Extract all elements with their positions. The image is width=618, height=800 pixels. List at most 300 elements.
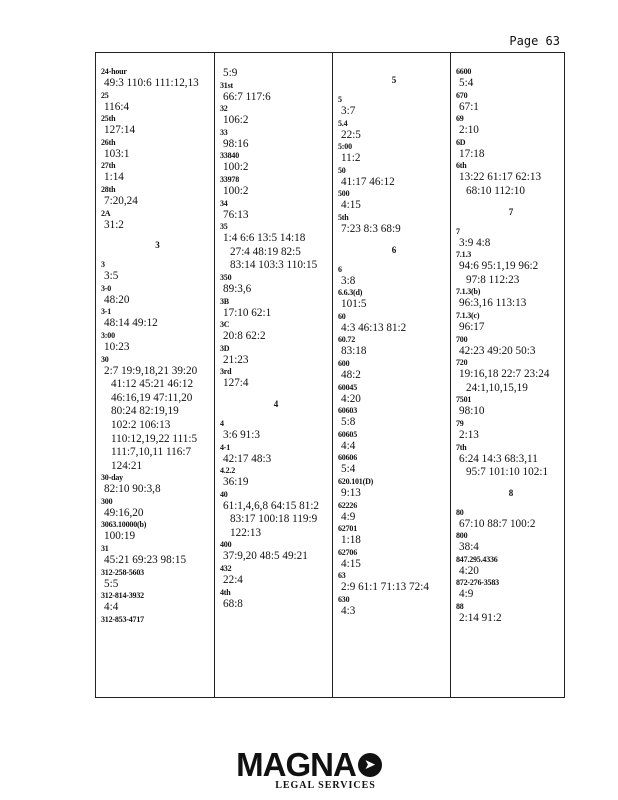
page-line-references [456,453,566,480]
reference-line: 3:6 91:3 [223,428,260,441]
reference-line: 22:4 [223,574,243,587]
reference-line: 36:19 [223,476,249,489]
page-line-references [338,416,450,430]
page-line-references [456,237,566,251]
reference-line: 49:16,20 [104,506,144,519]
index-term: 2A [101,208,111,218]
index-term: 620.101(D) [338,476,374,486]
reference-line: 4:20 [341,392,361,405]
index-term: 80 [456,507,464,517]
index-entry [220,490,332,541]
index-term: 300 [101,496,113,506]
index-entry [456,250,566,287]
reference-line: 95:7 101:10 102:1 [466,466,549,479]
page-line-references [338,369,450,383]
index-term: 800 [456,531,468,541]
page-line-references [338,129,450,143]
reference-line: 100:19 [104,530,136,543]
reference-line: 68:8 [223,597,243,610]
reference-line: 97:8 112:23 [466,273,520,286]
reference-line: 13:22 61:17 62:13 [459,171,542,184]
index-entry [456,91,566,115]
index-term: 40 [220,489,228,499]
index-term: 3-1 [101,307,112,317]
page-line-references [101,270,214,284]
index-entry [220,199,332,223]
page-line-references [456,345,566,359]
reference-line: 4:4 [341,439,356,452]
reference-line: 48:20 [104,293,130,306]
page-line-references [220,114,332,128]
index-entry [338,335,450,359]
page-line-references [101,124,214,138]
page-line-references [220,138,332,152]
reference-line: 124:21 [111,459,143,472]
reference-line: 21:23 [223,353,249,366]
index-term: 69 [456,114,464,124]
index-entry [338,359,450,383]
index-term: 7 [456,226,460,236]
index-term: 3C [220,320,230,330]
index-entry [456,311,566,335]
index-term: 34 [220,198,228,208]
reference-line: 122:13 [230,526,262,539]
page-line-references [220,67,332,81]
reference-line: 94:6 95:1,19 96:2 [459,260,539,273]
index-term: 7.1.3(c) [456,310,480,320]
page-line-references [456,101,566,115]
page-line-references [338,199,450,213]
reference-line: 41:17 46:12 [341,175,395,188]
page-line-references [338,298,450,312]
index-entry [220,344,332,368]
page-line-references [456,77,566,91]
page-line-references [220,307,332,321]
page-line-references [220,500,332,541]
reference-line: 1:14 [104,171,124,184]
reference-line: 3:5 [104,270,119,283]
page-line-references [220,330,332,344]
index-entry [338,524,450,548]
page-line-references [456,518,566,532]
index-term: 4-1 [220,442,231,452]
index-entry [220,104,332,128]
reference-line: 4:3 46:13 81:2 [341,321,407,334]
index-entry [338,265,450,289]
index-entry [220,151,332,175]
reference-line: 2:7 19:9,18,21 39:20 [104,364,198,377]
index-entry [456,161,566,198]
reference-line: 20:8 62:2 [223,330,266,343]
index-entry [338,119,450,143]
index-entry [220,67,332,81]
reference-line: 4:15 [341,199,361,212]
reference-line: 1:18 [341,534,361,547]
index-term: 7.1.3 [456,250,472,260]
index-entry [220,222,332,273]
index-term: 6 [338,264,342,274]
index-entry [456,227,566,251]
index-term: 3-0 [101,283,112,293]
page-line-references [101,365,214,474]
logo-subtitle: LEGAL SERVICES [275,780,376,791]
index-term: 60606 [338,453,358,463]
section-letter-heading: 4 [273,398,279,409]
index-term: 5:00 [338,142,352,152]
index-term: 30-day [101,473,123,483]
index-term: 630 [338,594,350,604]
page-line-references [338,558,450,572]
reference-line: 42:17 48:3 [223,452,272,465]
index-entry [101,185,214,209]
index-term: 6th [456,161,467,171]
index-term: 312-814-3932 [101,591,144,601]
index-entry [456,138,566,162]
index-term: 350 [220,272,232,282]
index-term: 33840 [220,151,240,161]
index-entry [220,588,332,612]
index-column-3 [332,53,450,697]
index-entry [338,312,450,336]
reference-line: 110:12,19,22 111:5 [111,432,198,445]
index-term: 5th [338,212,349,222]
index-entry [338,501,450,525]
index-term: 88 [456,602,464,612]
page-line-references [338,487,450,501]
reference-line: 3:8 [341,274,356,287]
page-line-references [101,341,214,355]
index-term: 700 [456,334,468,344]
page-line-references [456,565,566,579]
page-line-references [338,105,450,119]
reference-line: 42:23 49:20 50:3 [459,344,536,357]
reference-line: 3:9 4:8 [459,236,491,249]
index-entry [338,189,450,213]
page-line-references [338,534,450,548]
page-line-references [456,541,566,555]
magna-logo [236,748,382,791]
index-term: 50 [338,165,346,175]
index-term: 25 [101,90,109,100]
page-line-references [101,530,214,544]
index-term: 30 [101,354,109,364]
page-line-references [456,429,566,443]
reference-line: 83:14 103:3 110:15 [230,259,318,272]
reference-line: 37:9,20 48:5 49:21 [223,550,308,563]
reference-line: 101:5 [341,298,367,311]
page-line-references [338,345,450,359]
page-line-references [456,405,566,419]
index-entry [338,383,450,407]
page-line-references [338,393,450,407]
index-entry [338,213,450,237]
reference-line: 27:4 48:19 82:5 [230,245,301,258]
page-line-references [220,91,332,105]
index-term: 31st [220,80,233,90]
index-entry [456,419,566,443]
reference-line: 116:4 [104,100,130,113]
reference-line: 7:20,24 [104,194,138,207]
page-line-references [101,601,214,615]
index-term: 7th [456,442,467,452]
reference-line: 11:2 [341,152,361,165]
index-column-4 [450,53,566,697]
reference-line: 5:9 [223,67,238,79]
reference-line: 4:15 [341,557,361,570]
index-entry [456,287,566,311]
reference-line: 48:2 [341,368,361,381]
index-term: 720 [456,358,468,368]
index-entry [338,548,450,572]
page-line-references [338,605,450,619]
page-line-references [220,598,332,612]
index-entry [101,591,214,615]
index-entry [338,477,450,501]
index-term: 60605 [338,429,358,439]
page-line-references [220,161,332,175]
index-entry [456,578,566,602]
page-line-references [220,209,332,223]
index-entry [220,540,332,564]
reference-line: 4:9 [341,510,356,523]
index-entry [101,161,214,185]
page-line-references [220,283,332,297]
reference-line: 38:4 [459,541,479,554]
reference-line: 83:18 [341,345,367,358]
index-entry [101,520,214,544]
index-entry [338,166,450,190]
index-term: 5.4 [338,118,348,128]
reference-line: 2:10 [459,124,479,137]
reference-line: 2:9 61:1 71:13 72:4 [341,581,429,594]
index-term: 7.1.3(b) [456,287,481,297]
index-entry [101,91,214,115]
index-term: 872-276-3583 [456,578,499,588]
page-line-references [456,612,566,626]
index-term: 26th [101,137,116,147]
index-term: 3063.10000(b) [101,520,147,530]
index-entry [456,602,566,626]
index-term: 62706 [338,547,358,557]
reference-line: 111:7,10,11 116:7 [111,446,192,459]
index-entry [338,453,450,477]
index-entry [101,284,214,308]
index-term: 312-258-5603 [101,567,144,577]
reference-line: 98:10 [459,405,485,418]
reference-line: 102:2 106:13 [111,418,171,431]
index-term: 6D [456,137,466,147]
reference-line: 68:10 112:10 [466,184,525,197]
index-entry [456,508,566,532]
index-entry [101,355,214,474]
reference-line: 4:9 [459,588,474,601]
index-entry [456,335,566,359]
page-line-references [101,294,214,308]
index-entry [220,175,332,199]
index-term: 3:00 [101,330,115,340]
page-line-references [338,176,450,190]
reference-line: 2:13 [459,428,479,441]
index-entry [220,367,332,391]
index-entry [101,67,214,91]
index-entry [220,466,332,490]
reference-line: 5:4 [341,463,356,476]
page-line-references [220,550,332,564]
reference-line: 5:4 [459,77,474,89]
index-term: 432 [220,564,232,574]
page-line-references [220,453,332,467]
index-term: 60045 [338,382,358,392]
reference-line: 66:7 117:6 [223,90,271,103]
reference-line: 4:20 [459,564,479,577]
index-term: 6600 [456,67,472,76]
reference-line: 100:2 [223,161,249,174]
index-term: 33 [220,127,228,137]
index-entry [338,406,450,430]
index-entry [338,571,450,595]
index-term: 670 [456,90,468,100]
index-term: 312-853-4717 [101,614,144,624]
page-line-references [220,377,332,391]
reference-line: 1:4 6:6 13:5 14:18 [223,232,306,245]
page-line-references [338,463,450,477]
page-line-references [456,148,566,162]
index-entry [338,595,450,619]
reference-line: 89:3,6 [223,282,252,295]
index-term: 25th [101,114,116,124]
index-entry [338,95,450,119]
index-term: 600 [338,358,350,368]
index-term: 31 [101,544,109,554]
index-term: 5 [338,95,342,104]
circle-arrow-icon: ➤ [358,753,382,777]
page-number: Page 63 [509,34,560,48]
reference-line: 46:16,19 47:11,20 [111,391,193,404]
index-term: 7501 [456,395,472,405]
reference-line: 100:2 [223,184,249,197]
reference-line: 67:10 88:7 100:2 [459,517,536,530]
index-entry [220,297,332,321]
page-line-references [338,223,450,237]
index-entry [220,419,332,443]
index-entry [220,273,332,297]
page-line-references [220,574,332,588]
index-column-2 [214,53,332,697]
reference-line: 67:1 [459,100,479,113]
reference-line: 48:14 49:12 [104,317,158,330]
reference-line: 2:14 91:2 [459,612,502,625]
reference-line: 76:13 [223,208,249,221]
index-entry [456,555,566,579]
page-line-references [101,148,214,162]
index-term: 32 [220,104,228,114]
page-line-references [101,195,214,209]
index-entry [101,331,214,355]
reference-line: 41:12 45:21 46:12 [111,378,194,391]
reference-line: 10:23 [104,340,130,353]
index-term: 400 [220,540,232,550]
reference-line: 31:2 [104,218,124,231]
index-term: 3B [220,296,229,306]
index-term: 500 [338,189,350,199]
page-line-references [101,483,214,497]
index-term: 60 [338,311,346,321]
reference-line: 17:10 62:1 [223,306,272,319]
reference-line: 7:23 8:3 68:9 [341,222,401,235]
page-line-references [101,171,214,185]
section-letter-heading: 5 [391,75,397,85]
reference-line: 4:3 [341,604,356,617]
index-entry [101,307,214,331]
reference-line: 22:5 [341,128,361,141]
index-entry [338,142,450,166]
index-entry [101,615,214,625]
index-entry [456,114,566,138]
reference-line: 103:1 [104,147,130,160]
index-term: 62226 [338,500,358,510]
reference-line: 127:14 [104,124,136,137]
index-term: 79 [456,418,464,428]
page-line-references [456,260,566,287]
index-entry [101,544,214,568]
page-line-references [220,354,332,368]
index-term: 60603 [338,406,358,416]
section-letter-heading: 8 [508,487,514,498]
index-entry [456,358,566,395]
index-term: 4th [220,587,231,597]
reference-line: 82:10 90:3,8 [104,483,161,496]
index-entry [220,81,332,105]
page-line-references [220,232,332,273]
index-entry [338,430,450,454]
index-term: 33978 [220,174,240,184]
reference-line: 6:24 14:3 68:3,11 [459,452,538,465]
page-line-references [338,581,450,595]
index-column-1 [96,53,214,697]
index-term: 6.6.3(d) [338,288,363,298]
index-entry [101,568,214,592]
reference-line: 24:1,10,15,19 [466,381,528,394]
index-term: 27th [101,161,116,171]
reference-line: 5:8 [341,416,356,429]
word-index-table [95,52,565,698]
page-line-references [220,429,332,443]
index-entry [456,443,566,480]
index-term: 3rd [220,367,232,377]
section-letter-heading: 3 [155,240,160,251]
index-term: 4.2.2 [220,466,236,476]
index-entry [220,564,332,588]
page-line-references [456,588,566,602]
index-entry [456,531,566,555]
reference-line: 19:16,18 22:7 23:24 [459,368,550,381]
index-term: 28th [101,184,116,194]
reference-line: 17:18 [459,147,485,160]
index-entry [101,209,214,233]
section-letter-heading: 7 [508,206,514,217]
reference-line: 80:24 82:19,19 [111,405,179,418]
page-line-references [338,152,450,166]
index-entry [456,395,566,419]
reference-line: 45:21 69:23 98:15 [104,554,187,567]
page-line-references [101,101,214,115]
index-term: 35 [220,222,228,232]
index-term: 24-hour [101,67,127,76]
index-entry [220,320,332,344]
index-term: 62701 [338,524,358,534]
index-term: 847.295.4336 [456,554,498,564]
reference-line: 3:7 [341,105,356,117]
